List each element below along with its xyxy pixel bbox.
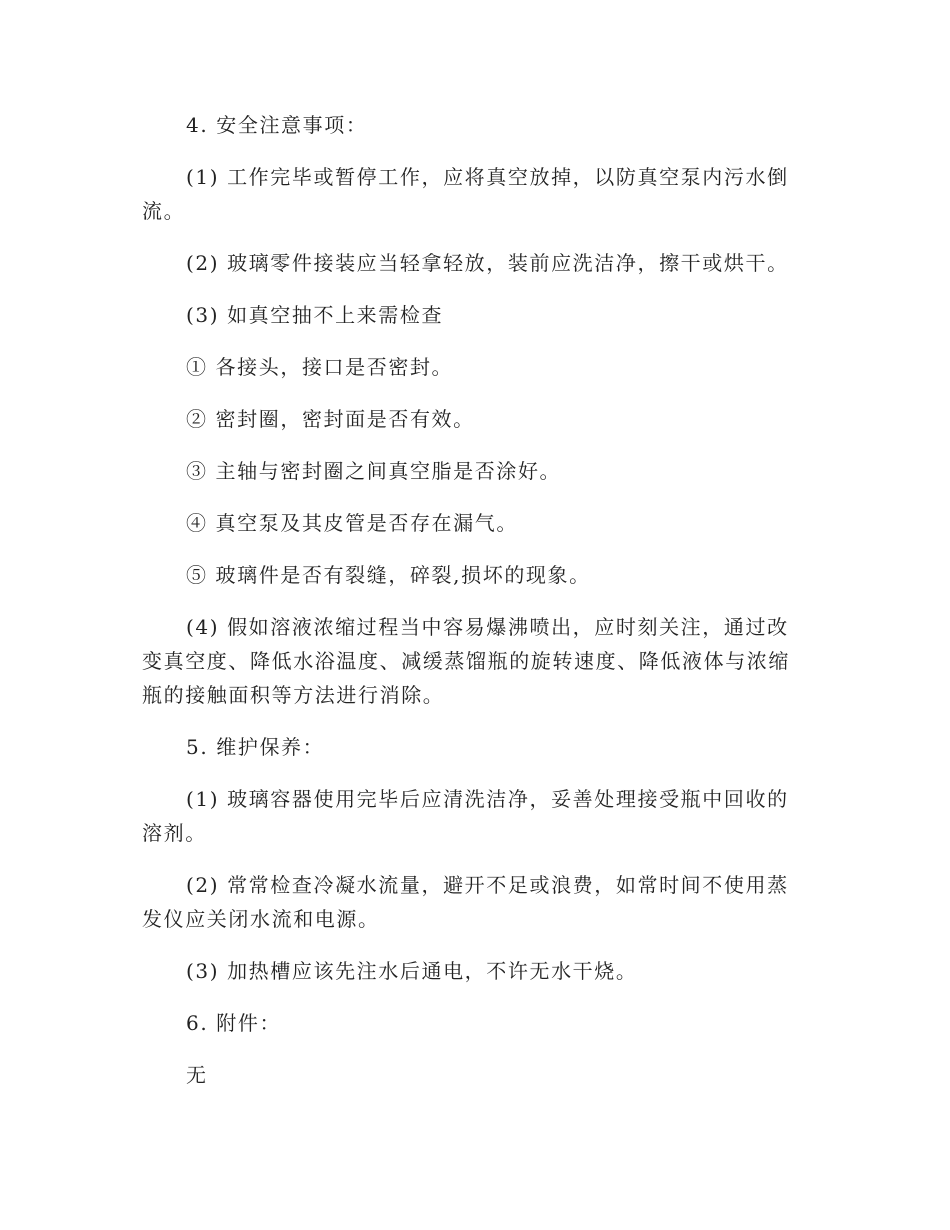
section-heading-attachments: 6. 附件： xyxy=(186,1011,282,1035)
paragraph-maintenance-1: (1) 玻璃容器使用完毕后应清洗洁净，妥善处理接受瓶中回收的溶剂。 xyxy=(142,787,789,845)
checklist-item-1: ① 各接头，接口是否密封。 xyxy=(186,355,454,379)
paragraph-safety-1: (1) 工作完毕或暂停工作，应将真空放掉，以防真空泵内污水倒流。 xyxy=(142,165,789,223)
checklist-item-4: ④ 真空泵及其皮管是否存在漏气。 xyxy=(186,511,518,535)
paragraph-maintenance-2: (2) 常常检查冷凝水流量，避开不足或浪费，如常时间不使用蒸发仪应关闭水流和电源。 xyxy=(142,873,789,931)
section-heading-safety: 4. 安全注意事项： xyxy=(186,113,368,137)
paragraph-safety-3: (3) 如真空抽不上来需检查 xyxy=(186,303,444,327)
document-body xyxy=(142,108,810,1092)
checklist-item-5: ⑤ 玻璃件是否有裂缝，碎裂,损坏的现象。 xyxy=(186,563,591,587)
paragraph-safety-4: (4) 假如溶液浓缩过程当中容易爆沸喷出，应时刻关注，通过改变真空度、降低水浴温度、减缓蒸馏瓶的旋转速度、降低液体与浓缩瓶的接触面积等方法进行消除。 xyxy=(142,615,790,707)
attachments-none: 无 xyxy=(186,1063,208,1087)
checklist-item-2: ② 密封圈，密封面是否有效。 xyxy=(186,407,475,431)
paragraph-safety-2: (2) 玻璃零件接装应当轻拿轻放，装前应洗洁净，擦干或烘干。 xyxy=(186,251,789,275)
section-heading-maintenance: 5. 维护保养： xyxy=(186,735,325,759)
checklist-item-3: ③ 主轴与密封圈之间真空脂是否涂好。 xyxy=(186,459,562,483)
paragraph-maintenance-3: (3) 加热槽应该先注水后通电，不许无水干烧。 xyxy=(186,959,638,983)
